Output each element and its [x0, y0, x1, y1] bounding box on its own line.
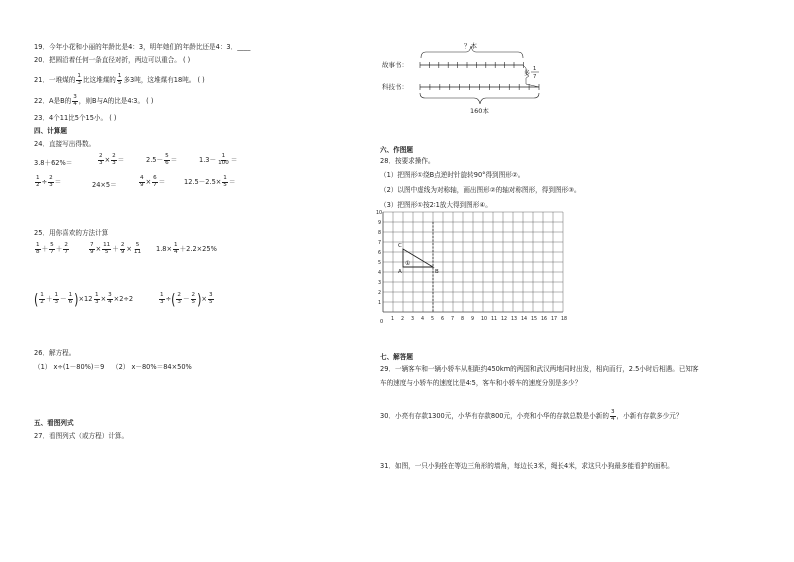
x-tick-label: 18 — [561, 317, 568, 322]
calc-1b: $\frac{2}{3}$ × $\frac{2}{3}$ ＝ — [99, 153, 125, 166]
difference-text: 多 — [524, 70, 531, 77]
expr-2: $\frac{7}{9}$ × $\frac{11}{5}$ ＋ $\frac{2}{9}$ × $\frac{5}{11}$ — [90, 242, 142, 255]
bottom-brace-label: 160本 — [470, 107, 489, 115]
expr-4: ( $\frac{1}{2}$ ＋ $\frac{1}{3}$ － $\frac{1}{6}$ )×12 — [34, 289, 93, 309]
y-tick-label: 2 — [378, 291, 382, 296]
shape-1-label: ① — [405, 260, 411, 267]
y-tick-label: 7 — [378, 241, 382, 246]
question-27: 27．看图列式（或方程）计算。 — [34, 432, 129, 440]
question-30: 30．小亮有存款1300元，小华有存款800元，小亮和小华的存款总数是小新的 $\frac{3}{4}$ ，小新有存款多少元？ — [380, 409, 683, 422]
y-tick-label: 9 — [378, 221, 382, 226]
x-tick-label: 16 — [541, 317, 548, 322]
x-tick-label: 17 — [551, 317, 558, 322]
x-tick-label: 14 — [521, 317, 528, 322]
x-axis-labels — [391, 316, 567, 322]
question-28: 28．按要求操作。 — [380, 157, 435, 165]
row1-label: 故事书： — [382, 61, 408, 69]
y-axis-labels — [376, 210, 382, 306]
x-tick-label: 2 — [401, 317, 405, 322]
question-25: 25．用你喜欢的方法计算 — [34, 229, 109, 237]
equation-26-2: （2） x－80%＝84×50% — [112, 363, 192, 371]
difference-numerator: 1 — [533, 66, 537, 72]
origin-label: 0 — [380, 319, 384, 325]
expr-3: 1.8× $\frac{1}{4}$ ＋2.2×25% — [156, 242, 217, 255]
point-b-label: B — [435, 269, 439, 275]
calc-1d: 1.3－ $\frac{1}{100}$ ＝ — [199, 153, 238, 166]
x-tick-label: 4 — [421, 317, 425, 322]
question-28-part-2: （2）以图中虚线为对称轴，画出图形②的轴对称图形，得到图形③。 — [380, 186, 581, 194]
x-tick-label: 1 — [391, 317, 395, 322]
x-tick-label: 12 — [501, 317, 508, 322]
question-28-part-1: （1）把图形①绕B点逆时针旋转90°得到图形②。 — [380, 171, 525, 179]
x-tick-label: 7 — [451, 317, 455, 322]
question-29-line-1: 29．一辆客车和一辆小轿车从相距约450km的两国和武汉两地同时出发，相向而行，2.5小时后相遇。已知客 — [380, 365, 699, 373]
section-5-heading: 五、看图列式 — [34, 419, 74, 427]
point-a-label: A — [398, 269, 402, 275]
question-23: 23．4个11比5个15小。 ( ) — [34, 114, 117, 122]
question-21: 21．一堆煤的 $\frac{1}{3}$ 比这堆煤的 $\frac{1}{5}$ 多3吨，这堆煤有18吨。 ( ) — [34, 73, 205, 86]
y-tick-label: 10 — [376, 211, 383, 216]
coordinate-grid — [376, 211, 568, 328]
y-tick-label: 5 — [378, 261, 382, 266]
calc-2d: 12.5－2.5× $\frac{1}{5}$ ＝ — [184, 175, 236, 188]
question-24: 24．直接写出得数。 — [34, 140, 96, 148]
bottom-brace — [420, 93, 539, 104]
y-tick-label: 4 — [378, 271, 382, 276]
x-tick-label: 10 — [481, 317, 488, 322]
question-31: 31．如图，一只小狗拴在等边三角形的墙角，每边长3米，绳长4米，求这只小狗最多能看护的面积。 — [380, 462, 674, 470]
section-7-heading: 七、解答题 — [380, 353, 413, 361]
section-4-heading: 四、计算题 — [34, 127, 67, 135]
difference-denominator: 7 — [533, 74, 537, 80]
expr-5: $\frac{1}{3}$ × $\frac{3}{4}$ ×2÷2 — [95, 292, 134, 305]
question-20: 20．把圆沿着任何一条直径对折，两边可以重合。 ( ) — [34, 56, 191, 64]
question-19: 19．今年小花和小丽的年龄比是4：3，明年她们的年龄比还是4：3．____ — [34, 43, 251, 51]
x-tick-label: 3 — [411, 317, 415, 322]
x-tick-label: 8 — [461, 317, 465, 322]
x-tick-label: 5 — [431, 317, 435, 322]
calc-2b: 24×5＝ — [92, 181, 117, 189]
segment-diagram — [380, 38, 560, 118]
calc-2a: $\frac{1}{2}$ ÷ $\frac{2}{3}$ ＝ — [36, 175, 62, 188]
x-tick-label: 9 — [471, 317, 475, 322]
calc-2c: $\frac{4}{9}$ × $\frac{6}{7}$ ＝ — [140, 175, 166, 188]
section-6-heading: 六、作图题 — [380, 146, 413, 154]
y-tick-label: 8 — [378, 231, 382, 236]
x-tick-label: 11 — [491, 317, 498, 322]
y-tick-label: 6 — [378, 251, 382, 256]
x-tick-label: 13 — [511, 317, 518, 322]
expr-6: $\frac{1}{3}$ ÷( $\frac{2}{3}$ － $\frac{2}{5}$ )× $\frac{3}{5}$ — [160, 289, 213, 309]
row2-label: 科技书： — [382, 83, 408, 91]
y-tick-label: 3 — [378, 281, 382, 286]
expr-1: $\frac{1}{8}$ ＋ $\frac{5}{7}$ ＋ $\frac{2}{7}$ — [36, 242, 68, 255]
y-tick-label: 1 — [378, 301, 382, 306]
x-tick-label: 15 — [531, 317, 538, 322]
question-26: 26．解方程。 — [34, 349, 76, 357]
point-c-label: C — [398, 243, 402, 249]
top-brace-label: ？本 — [464, 42, 477, 50]
question-28-part-3: （3）把图形①按2∶1放大得到图形④。 — [380, 201, 492, 209]
calc-1a: 3.8＋62%＝ — [34, 159, 73, 167]
question-22: 22．A是B的 $\frac{3}{4}$ ，则B与A的比是4∶3。 ( ) — [34, 94, 154, 107]
equation-26-1: （1） x÷(1－80%)＝9 — [34, 363, 105, 371]
x-tick-label: 6 — [441, 317, 445, 322]
calc-1c: 2.5－ $\frac{5}{6}$ ＝ — [146, 153, 178, 166]
question-29-line-2: 车的速度与小轿车的速度比是4∶5，客车和小轿车的速度分别是多少？ — [380, 379, 582, 387]
